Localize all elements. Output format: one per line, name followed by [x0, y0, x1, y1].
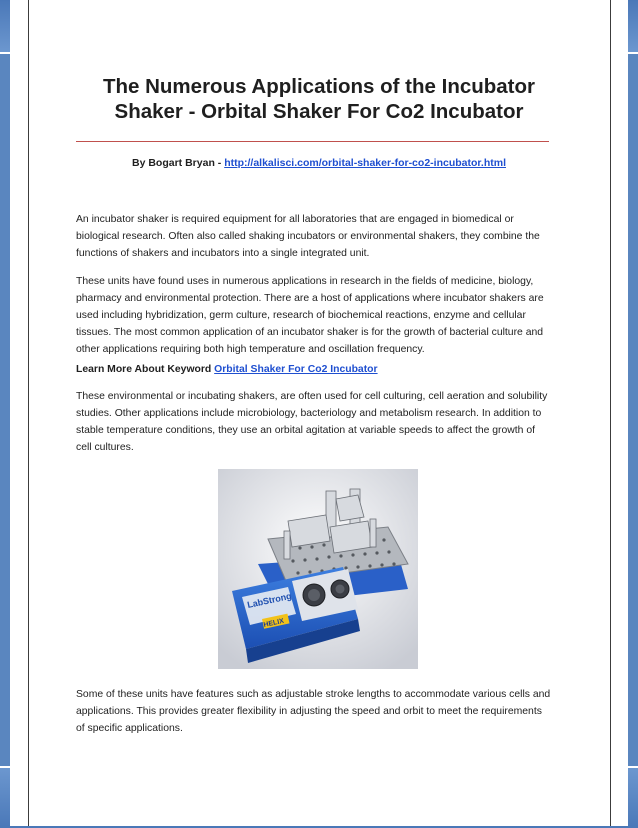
title-divider [76, 141, 549, 142]
page-title: The Numerous Applications of the Incubator Shaker - Orbital Shaker For Co2 Incubator [102, 75, 536, 123]
learn-more-line [76, 361, 552, 378]
byline [68, 157, 570, 169]
paragraph-3: These environmental or incubating shakers, are often used for cell culturing, cell aeration and solubility studies. Other applications include microbiology, bacteriology and metabolism research. In addition to stable temperature conditions, they use an orbital agitation at variable speeds to affect the growth of cell cultures. [76, 391, 548, 453]
keyword-link[interactable]: Orbital Shaker For Co2 Incubator [214, 364, 378, 375]
byline-author: By Bogart Bryan - [132, 157, 225, 169]
left-margin-line [28, 0, 29, 826]
paragraph-2: These units have found uses in numerous applications in research in the fields of medicine, biology, pharmacy and environmental protection. There are a host of applications where incubator shakers are used including hybridization, germ culture, research of biochemical reactions, enzyme and cellular tissues. The most common application of an incubator shaker is for the growth of bacterial culture and other applications requiring both high temperature and oscillation frequency. [76, 276, 544, 355]
right-margin-line [610, 0, 611, 826]
model-label: HELIX [262, 617, 285, 629]
paragraph-4: Some of these units have features such as adjustable stroke lengths to accommodate various cells and applications. This provides greater flexibility in adjusting the speed and orbit to meet the requirements of specific applications. [76, 689, 551, 734]
source-link[interactable]: http://alkalisci.com/orbital-shaker-for-co2-incubator.html [224, 157, 506, 169]
learn-more-label: Learn More About Keyword [76, 364, 215, 375]
brand-label: LabStrong [246, 590, 293, 610]
orbital-shaker-photo [218, 469, 418, 669]
paragraph-1: An incubator shaker is required equipment for all laboratories that are engaged in biomedical or biological research. Often also called shaking incubators or environmental shakers, they combine the functions of shakers and incubators into a single integrated unit. [76, 214, 540, 259]
